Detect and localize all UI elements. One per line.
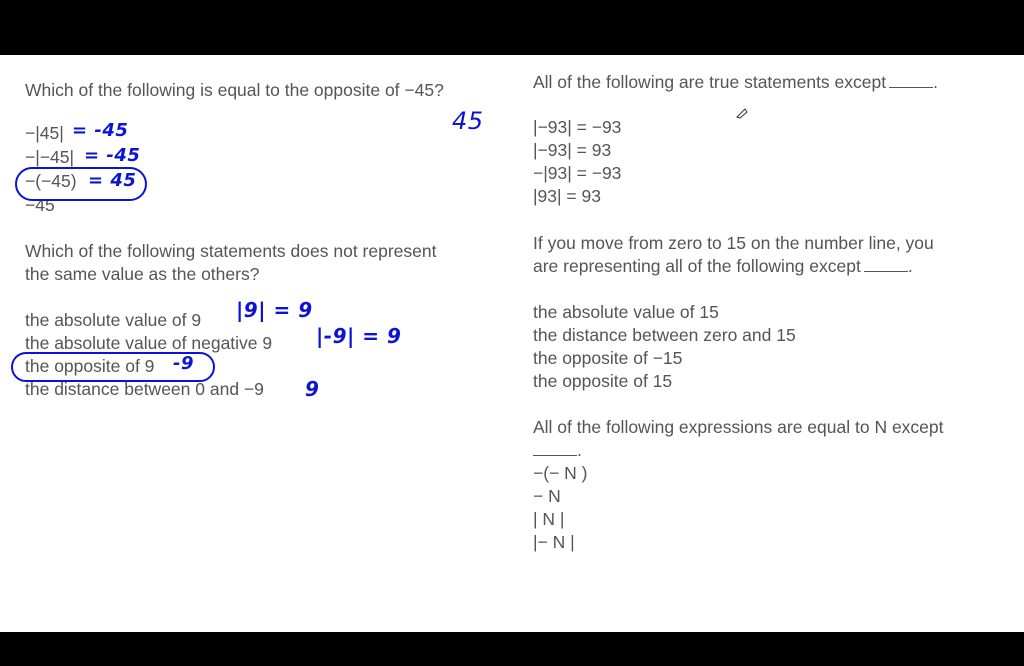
question-2-line-2: the same value as the others? xyxy=(25,264,260,284)
question-4-text: are representing all of the following except xyxy=(533,256,861,276)
question-2-line-1: Which of the following statements does not represent xyxy=(25,241,437,261)
q2-option-3: the opposite of 9 xyxy=(25,356,155,376)
question-4-line-1: If you move from zero to 15 on the number line, you xyxy=(533,233,934,253)
ink-q1-opt2: = -45 xyxy=(84,145,141,166)
q5-option-3: | N | xyxy=(533,509,565,529)
ink-q1-opt3: = 45 xyxy=(88,170,137,191)
q3-option-3: −|93| = −93 xyxy=(533,163,622,183)
q4-option-1: the absolute value of 15 xyxy=(533,302,719,322)
q1-option-2: −|−45| xyxy=(25,147,74,167)
q1-option-4: −45 xyxy=(25,195,55,215)
question-1: Which of the following is equal to the opposite of −45? xyxy=(25,80,444,100)
q2-option-2: the absolute value of negative 9 xyxy=(25,333,273,353)
question-3-text: All of the following are true statements except xyxy=(533,72,887,92)
q2-option-4: the distance between 0 and −9 xyxy=(25,379,264,399)
q2-option-1: the absolute value of 9 xyxy=(25,310,202,330)
question-3: All of the following are true statements except . xyxy=(533,72,938,92)
q4-option-3: the opposite of −15 xyxy=(533,348,683,368)
q1-option-1: −|45| xyxy=(25,123,64,143)
ink-q2-opt1: |9| = 9 xyxy=(236,298,313,322)
question-5-blank-line: . xyxy=(533,439,582,462)
q4-option-4: the opposite of 15 xyxy=(533,371,673,391)
q1-option-3: −(−45) xyxy=(25,171,77,191)
question-5: All of the following expressions are equal to N except xyxy=(533,417,944,437)
ink-q1-answer: 45 xyxy=(452,107,484,135)
worksheet-page xyxy=(0,55,1024,632)
ink-q2-opt4: 9 xyxy=(305,377,320,401)
ink-q1-opt1: = -45 xyxy=(72,120,129,141)
q3-option-4: |93| = 93 xyxy=(533,186,601,206)
q4-option-2: the distance between zero and 15 xyxy=(533,325,796,345)
q5-option-2: − N xyxy=(533,486,561,506)
q5-option-1: −(− N ) xyxy=(533,463,588,483)
ink-q2-opt2: |-9| = 9 xyxy=(316,324,402,348)
ink-q2-opt3: -9 xyxy=(173,353,194,374)
q3-option-2: |−93| = 93 xyxy=(533,140,612,160)
q5-option-4: |− N | xyxy=(533,532,575,552)
question-4-line-2: are representing all of the following except . xyxy=(533,256,913,276)
pen-mark-icon xyxy=(0,55,1024,632)
q3-option-1: |−93| = −93 xyxy=(533,117,622,137)
